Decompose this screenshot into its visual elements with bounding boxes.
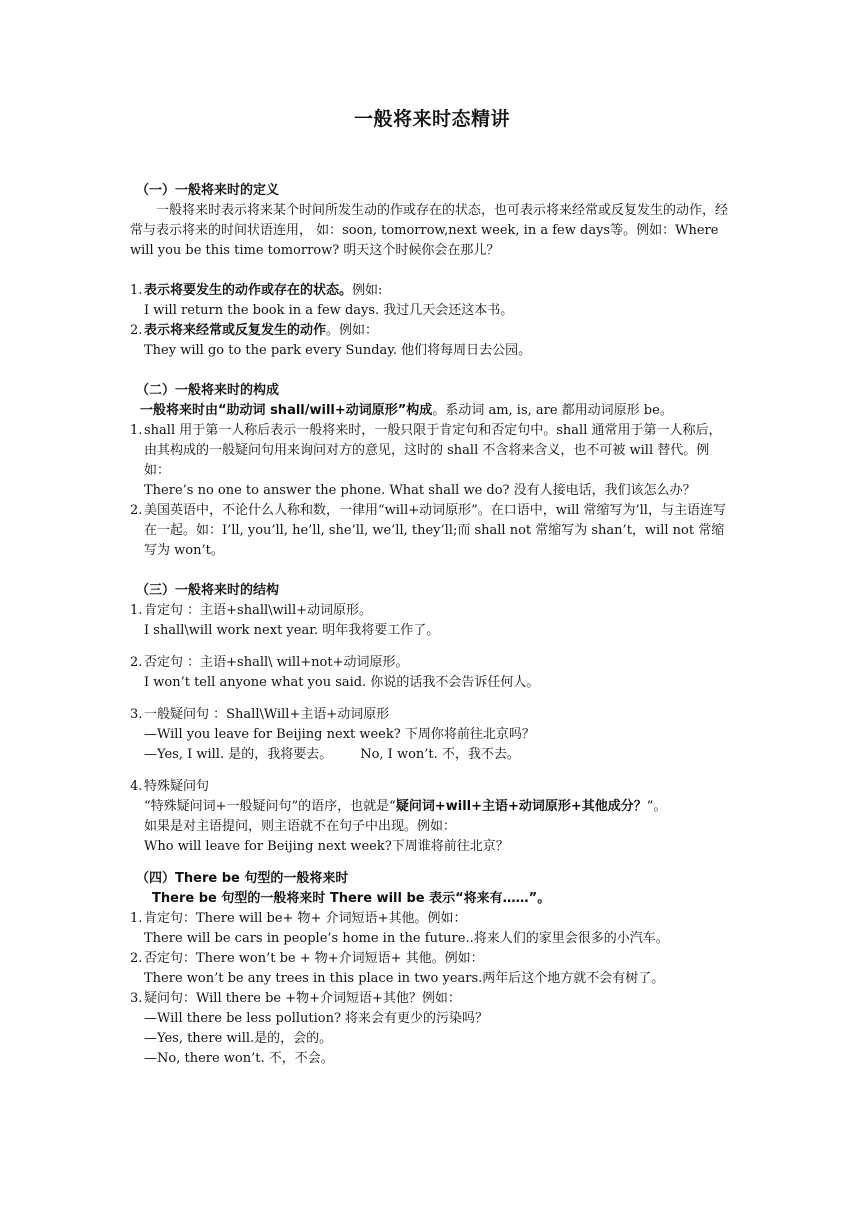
list-item bbox=[130, 421, 734, 501]
item-text: shall 用于第一人称后表示一般将来时，一般只限于肯定句和否定句中。shall 通常用于第一人称后，由其构成的一般疑问句用来询问对方的意见，这时的 shall 不含将来含义，也不可被 will 替代。例如： bbox=[144, 423, 722, 478]
item-number: 2. bbox=[130, 655, 143, 670]
list-item bbox=[130, 705, 734, 765]
item-text: ”。 bbox=[646, 799, 667, 814]
section-heading: （四）There be 句型的一般将来时 bbox=[136, 871, 349, 886]
item-text: 疑问句：Will there be +物+介词短语+其他？例如： bbox=[144, 991, 461, 1006]
section-there-be bbox=[130, 869, 734, 1069]
item-text: 否定句：There won’t be + 物+介词短语+ 其他。例如： bbox=[144, 951, 484, 966]
list-item bbox=[130, 949, 734, 989]
example-sentence: —Will there be less pollution? 将来会有更少的污染吗？ bbox=[144, 1011, 489, 1026]
item-number: 3. bbox=[130, 707, 143, 722]
item-number: 2. bbox=[130, 323, 143, 338]
item-text: 否定句 ：主语+shall\ will+not+动词原形。 bbox=[144, 655, 409, 670]
list-item bbox=[130, 501, 734, 561]
item-text: “特殊疑问词+一般疑问句”的语序，也就是“ bbox=[144, 799, 396, 814]
section-definition bbox=[130, 181, 734, 361]
example-sentence: I will return the book in a few days. 我过几天会还这本书。 bbox=[144, 303, 514, 318]
item-number: 2. bbox=[130, 951, 143, 966]
example-answer-no: No, I won’t. 不，我不去。 bbox=[360, 747, 520, 762]
section-structure bbox=[130, 581, 734, 857]
example-sentence: I shall\will work next year. 明年我将要工作了。 bbox=[144, 623, 440, 638]
item-description bbox=[144, 797, 734, 817]
example-sentence bbox=[144, 745, 734, 765]
example-answer-yes: —Yes, I will. 是的，我将要去。 bbox=[144, 747, 333, 762]
example-sentence: There’s no one to answer the phone. What shall we do? 没有人接电话，我们该怎么办？ bbox=[144, 483, 696, 498]
item-text: 肯定句 ：主语+shall\will+动词原形。 bbox=[144, 603, 373, 618]
page-title: 一般将来时态精讲 bbox=[353, 108, 510, 130]
lead-paragraph: There be 句型的一般将来时 There will be 表示“将来有……”。 bbox=[152, 891, 551, 906]
item-text: 美国英语中，不论什么人称和数，一律用“will+动词原形”。在口语中，will 常缩写为’ll，与主语连写在一起。如：I’ll, you’ll, he’ll, she’ll, we’ll, they’ll;而 shall not 常缩写为 shan’t，will not 常缩写为 won’t。 bbox=[144, 503, 726, 558]
item-number: 1. bbox=[130, 423, 143, 438]
section-heading: （二）一般将来时的构成 bbox=[136, 383, 280, 398]
list-item bbox=[130, 777, 734, 857]
example-sentence: Who will leave for Beijing next week?下周谁将前往北京？ bbox=[144, 839, 509, 854]
list-item bbox=[130, 989, 734, 1069]
item-bold-text: 表示将来经常或反复发生的动作 bbox=[144, 323, 327, 338]
lead-bold-text: 一般将来时由“助动词 shall/will+动词原形”构成 bbox=[140, 403, 433, 418]
list-item bbox=[130, 909, 734, 949]
item-number: 2. bbox=[130, 503, 143, 518]
example-sentence: —Yes, there will.是的，会的。 bbox=[144, 1031, 333, 1046]
item-text: 一般疑问句 ：Shall\Will+主语+动词原形 bbox=[144, 707, 390, 722]
item-text: 特殊疑问句 bbox=[144, 779, 210, 794]
item-number: 1. bbox=[130, 911, 143, 926]
list-item bbox=[130, 321, 734, 361]
list-item bbox=[130, 281, 734, 321]
example-sentence: There will be cars in people’s home in the future..将来人们的家里会很多的小汽车。 bbox=[144, 931, 669, 946]
paragraph: 一般将来时表示将来某个时间所发生动的作或存在的状态，也可表示将来经常或反复发生的动作，经常与表示将来的时间状语连用， 如：soon, tomorrow,next week, in a few days等。例如：Where will you be this time tomorrow? 明天这个时候你会在那儿？ bbox=[130, 203, 729, 258]
example-sentence: I won’t tell anyone what you said. 你说的话我不会告诉任何人。 bbox=[144, 675, 540, 690]
item-number: 1. bbox=[130, 603, 143, 618]
example-sentence: —Will you leave for Beijing next week? 下周你将前往北京吗？ bbox=[144, 727, 535, 742]
item-text: 肯定句：There will be+ 物+ 介词短语+其他。例如： bbox=[144, 911, 467, 926]
section-heading: （一）一般将来时的定义 bbox=[136, 183, 280, 198]
item-text: 如果是对主语提问，则主语就不在句子中出现。例如： bbox=[144, 819, 457, 834]
list-item bbox=[130, 601, 734, 641]
item-bold-text: 表示将要发生的动作或存在的状态。 bbox=[144, 283, 353, 298]
item-number: 1. bbox=[130, 283, 143, 298]
item-bold-text: 疑问词+will+主语+动词原形+其他成分？ bbox=[395, 799, 647, 814]
item-number: 3. bbox=[130, 991, 143, 1006]
example-sentence: There won’t be any trees in this place in two years.两年后这个地方就不会有树了。 bbox=[144, 971, 665, 986]
lead-text: 。系动词 am, is, are 都用动词原形 be。 bbox=[432, 403, 673, 418]
section-formation bbox=[130, 381, 734, 561]
example-sentence: They will go to the park every Sunday. 他们将每周日去公园。 bbox=[144, 343, 532, 358]
list-item bbox=[130, 653, 734, 693]
lead-paragraph bbox=[130, 401, 734, 421]
example-sentence: —No, there won’t. 不，不会。 bbox=[144, 1051, 334, 1066]
section-heading: （三）一般将来时的结构 bbox=[136, 583, 280, 598]
item-text: 。例如： bbox=[326, 323, 379, 338]
item-number: 4. bbox=[130, 779, 143, 794]
item-text: 例如: bbox=[352, 283, 383, 298]
